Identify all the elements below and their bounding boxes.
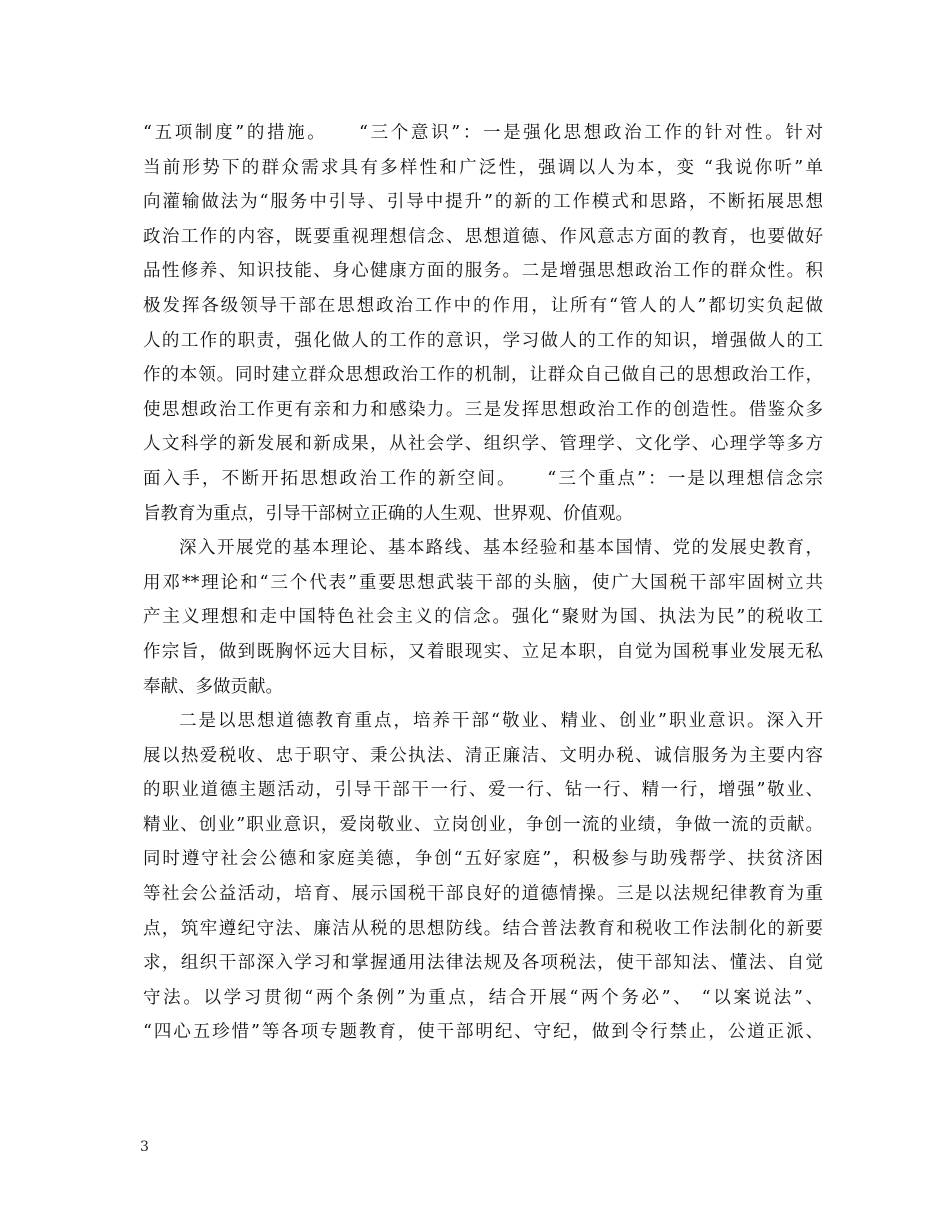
page-number: 3 (140, 1139, 149, 1155)
text-line: 极发挥各级领导干部在思想政治工作中的作用，让所有“管人的人”都切实负起做 (143, 295, 823, 316)
text-line: 求，组织干部深入学习和掌握通用法律法规及各项税法，使干部知法、懂法、自觉 (143, 953, 823, 974)
text-line: “五项制度”的措施。 “三个意识”：一是强化思想政治工作的针对性。针对 (143, 123, 823, 143)
text-line: 精业、创业”职业意识，爱岗敬业、立岗创业，争创一流的业绩，争做一流的贡献。 (143, 814, 823, 835)
text-line: 人的工作的职责，强化做人的工作的意识，学习做人的工作的知识，增强做人的工 (143, 330, 823, 351)
text-line: 向灌输做法为“服务中引导、引导中提升”的新的工作模式和思路，不断拓展思想 (143, 192, 823, 213)
body-text (143, 116, 823, 1050)
text-line: 的职业道德主题活动，引导干部干一行、爱一行、钻一行、精一行，增强”敬业、 (143, 780, 823, 801)
text-line: “四心五珍惜”等各项专题教育，使干部明纪、守纪，做到令行禁止，公道正派、 (143, 1022, 823, 1043)
text-line: 点，筑牢遵纪守法、廉洁从税的思想防线。结合普法教育和税收工作法制化的新要 (143, 918, 823, 939)
text-line: 等社会公益活动，培育、展示国税干部良好的道德情操。三是以法规纪律教育为重 (143, 884, 823, 905)
text-line: 作宗旨，做到既胸怀远大目标，又着眼现实、立足本职，自觉为国税事业发展无私 (143, 641, 823, 662)
text-line: 奉献、多做贡献。 (143, 676, 283, 697)
text-line: 守法。以学习贯彻“两个条例”为重点，结合开展“两个务必”、 “以案说法”、 (143, 987, 823, 1008)
text-line: 用邓**理论和“三个代表”重要思想武装干部的头脑，使广大国税干部牢固树立共 (143, 572, 823, 593)
text-line: 面入手，不断开拓思想政治工作的新空间。 “三个重点”：一是以理想信念宗 (143, 468, 823, 489)
text-line: 当前形势下的群众需求具有多样性和广泛性，强调以人为本，变 “我说你听”单 (143, 157, 823, 178)
text-line: 人文科学的新发展和新成果，从社会学、组织学、管理学、文化学、心理学等多方 (143, 434, 823, 455)
text-line: 政治工作的内容，既要重视理想信念、思想道德、作风意志方面的教育，也要做好 (143, 226, 823, 247)
text-line: 深入开展党的基本理论、基本路线、基本经验和基本国情、党的发展史教育， (179, 538, 823, 559)
text-line: 展以热爱税收、忠于职守、秉公执法、清正廉洁、文明办税、诚信服务为主要内容 (143, 745, 823, 766)
text-line: 作的本领。同时建立群众思想政治工作的机制，让群众自己做自己的思想政治工作， (143, 365, 823, 386)
text-line: 产主义理想和走中国特色社会主义的信念。强化“聚财为国、执法为民”的税收工 (143, 607, 823, 628)
text-line: 同时遵守社会公德和家庭美德，争创“五好家庭”，积极参与助残帮学、扶贫济困 (143, 849, 823, 870)
text-line: 使思想政治工作更有亲和力和感染力。三是发挥思想政治工作的创造性。借鉴众多 (143, 399, 823, 420)
text-line: 二是以思想道德教育重点，培养干部“敬业、精业、创业”职业意识。深入开 (179, 711, 823, 732)
text-line: 品性修养、知识技能、身心健康方面的服务。二是增强思想政治工作的群众性。积 (143, 261, 823, 282)
text-line: 旨教育为重点，引导干部树立正确的人生观、世界观、价值观。 (143, 503, 633, 524)
